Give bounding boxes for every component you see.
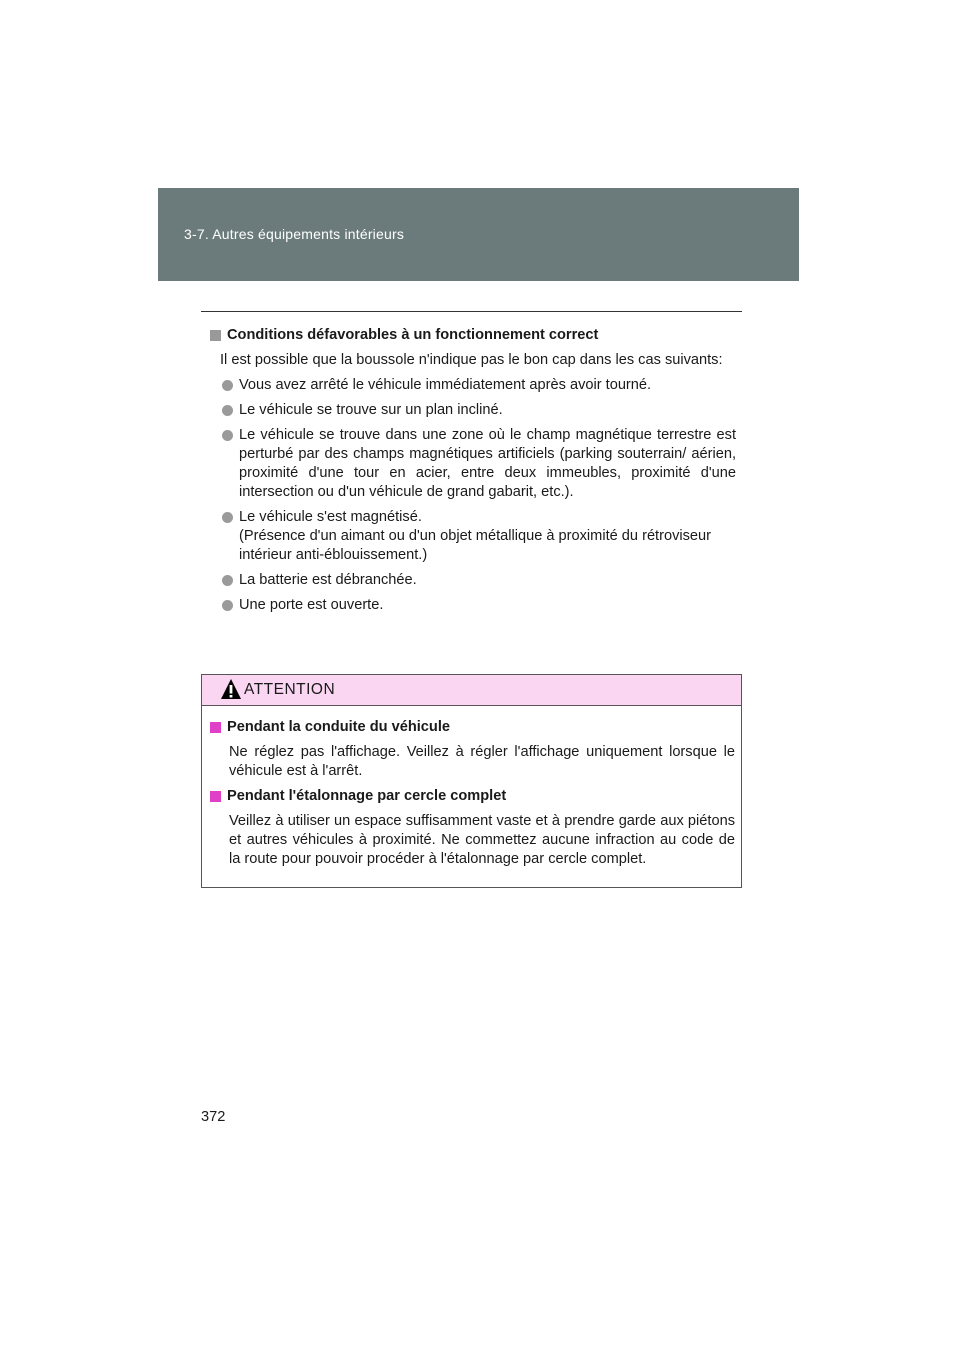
bullet-icon	[222, 600, 233, 611]
attention-section-heading-text: Pendant la conduite du véhicule	[227, 719, 450, 735]
section-header-band	[158, 188, 799, 281]
list-item	[201, 508, 742, 565]
attention-section-text: Ne réglez pas l'affichage. Veillez à régler l'affichage uniquement lorsque le véhicule est à l'arrêt.	[229, 744, 735, 779]
list-item	[201, 596, 742, 615]
attention-body	[202, 706, 741, 869]
list-item	[201, 401, 742, 420]
list-item	[201, 571, 742, 590]
conditions-heading	[210, 326, 742, 345]
attention-title: ATTENTION	[244, 681, 336, 698]
conditions-list	[201, 376, 742, 615]
list-item	[201, 376, 742, 395]
list-item-note: (Présence d'un aimant ou d'un objet métallique à proximité du rétroviseur intérieur anti-éblouissement.)	[239, 528, 712, 563]
bullet-icon	[222, 575, 233, 586]
list-item-text: Vous avez arrêté le véhicule immédiatement après avoir tourné.	[239, 377, 652, 393]
bullet-icon	[222, 380, 233, 391]
list-item-text: La batterie est débranchée.	[239, 572, 417, 588]
page-number: 372	[201, 1109, 226, 1125]
attention-section-heading	[210, 787, 735, 806]
section-title: 3-7. Autres équipements intérieurs	[184, 226, 405, 242]
list-item-text: Le véhicule s'est magnétisé.	[239, 509, 422, 525]
attention-box	[201, 674, 742, 888]
bullet-icon	[222, 405, 233, 416]
list-item	[201, 426, 742, 502]
list-item-text: Le véhicule se trouve sur un plan incliné.	[239, 402, 503, 418]
attention-section-heading-text: Pendant l'étalonnage par cercle complet	[227, 788, 507, 804]
conditions-heading-text: Conditions défavorables à un fonctionnement correct	[227, 327, 599, 343]
bullet-icon	[222, 512, 233, 523]
main-content	[201, 326, 742, 621]
heading-square-icon	[210, 791, 221, 802]
heading-square-icon	[210, 722, 221, 733]
attention-section-heading	[210, 718, 735, 737]
heading-square-icon	[210, 330, 221, 341]
list-item-text: Une porte est ouverte.	[239, 597, 384, 613]
attention-section-text: Veillez à utiliser un espace suffisamment vaste et à prendre garde aux piétons et autres véhicules à proximité. Ne commettez aucune infraction au code de la route pour pouvoir procéder à l'étalonnage par cercle complet.	[229, 813, 735, 867]
conditions-intro: Il est possible que la boussole n'indique pas le bon cap dans les cas suivants:	[220, 352, 723, 368]
section-divider	[201, 311, 742, 312]
list-item-text: Le véhicule se trouve dans une zone où le champ magnétique terrestre est perturbé par des champs magnétiques artificiels (parking souterrain/ aérien, proximité d'une tour en acier, entre deux immeubles, proximité d'une intersection ou d'un véhicule de grand gabarit, etc.).	[239, 427, 736, 500]
attention-header	[202, 675, 741, 706]
warning-triangle-icon	[220, 677, 242, 701]
bullet-icon	[222, 430, 233, 441]
